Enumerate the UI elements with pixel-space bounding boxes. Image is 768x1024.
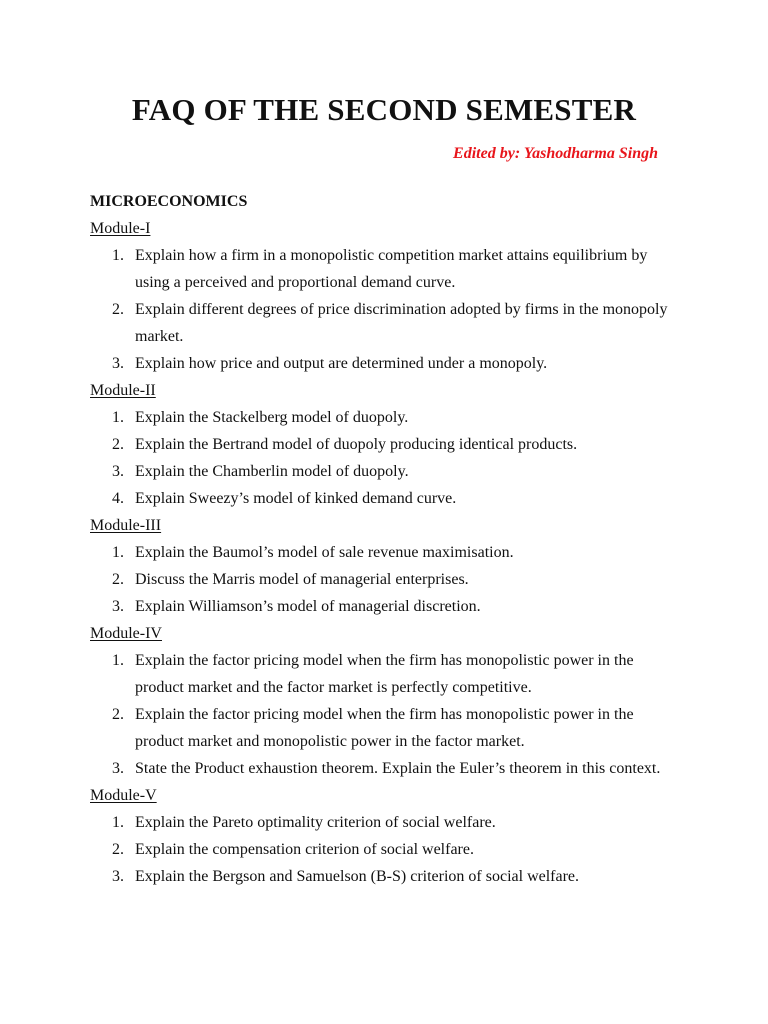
question-text: Explain the Pareto optimality criterion of social welfare.	[135, 814, 496, 831]
question-list	[90, 647, 690, 782]
question-item	[90, 539, 680, 566]
module-section	[90, 377, 690, 512]
module-heading: Module-IV	[90, 625, 162, 642]
question-item	[90, 296, 680, 350]
question-text: Explain the Bergson and Samuelson (B-S) criterion of social welfare.	[135, 868, 580, 885]
question-number: 2.	[112, 841, 124, 858]
question-item	[90, 809, 680, 836]
question-number: 1.	[112, 544, 124, 561]
question-text: Explain the Chamberlin model of duopoly.	[135, 463, 409, 480]
question-item	[90, 755, 680, 782]
question-item	[90, 350, 680, 377]
question-item	[90, 701, 680, 755]
question-number: 2.	[112, 301, 124, 318]
subject-heading: MICROECONOMICS	[90, 193, 248, 210]
question-number: 3.	[112, 868, 124, 885]
question-number: 1.	[112, 409, 124, 426]
module-heading: Module-V	[90, 787, 157, 804]
question-item	[90, 836, 680, 863]
editor-credit: Edited by: Yashodharma Singh	[453, 145, 658, 162]
question-text: Discuss the Marris model of managerial enterprises.	[135, 571, 469, 588]
question-number: 2.	[112, 436, 124, 453]
module-section	[90, 215, 690, 377]
question-text: State the Product exhaustion theorem. Explain the Euler’s theorem in this context.	[135, 760, 661, 777]
question-text: Explain how price and output are determined under a monopoly.	[135, 355, 548, 372]
question-number: 1.	[112, 814, 124, 831]
question-list	[90, 539, 690, 620]
question-item	[90, 863, 680, 890]
question-item	[90, 242, 680, 296]
module-section	[90, 782, 690, 890]
question-number: 2.	[112, 706, 124, 723]
question-item	[90, 431, 680, 458]
question-number: 1.	[112, 652, 124, 669]
question-list	[90, 809, 690, 890]
question-text: Explain the factor pricing model when the firm has monopolistic power in the product market and monopolistic power in the factor market.	[135, 706, 634, 750]
module-section	[90, 512, 690, 620]
question-item	[90, 458, 680, 485]
question-text: Explain how a firm in a monopolistic competition market attains equilibrium by using a perceived and proportional demand curve.	[135, 247, 648, 291]
question-item	[90, 404, 680, 431]
question-text: Explain the compensation criterion of social welfare.	[135, 841, 474, 858]
question-item	[90, 647, 680, 701]
module-heading: Module-I	[90, 220, 151, 237]
question-number: 3.	[112, 463, 124, 480]
question-item	[90, 566, 680, 593]
question-text: Explain Williamson’s model of managerial discretion.	[135, 598, 481, 615]
question-text: Explain the Baumol’s model of sale revenue maximisation.	[135, 544, 514, 561]
question-number: 3.	[112, 355, 124, 372]
question-item	[90, 485, 680, 512]
question-list	[90, 242, 690, 377]
faq-content	[90, 188, 690, 890]
question-number: 3.	[112, 760, 124, 777]
question-text: Explain the Bertrand model of duopoly producing identical products.	[135, 436, 578, 453]
question-number: 3.	[112, 598, 124, 615]
question-number: 4.	[112, 490, 124, 507]
question-text: Explain the factor pricing model when the firm has monopolistic power in the product market and the factor market is perfectly competitive.	[135, 652, 634, 696]
page-title: FAQ OF THE SECOND SEMESTER	[131, 92, 637, 127]
question-item	[90, 593, 680, 620]
question-text: Explain Sweezy’s model of kinked demand curve.	[135, 490, 457, 507]
module-heading: Module-II	[90, 382, 156, 399]
module-heading: Module-III	[90, 517, 162, 534]
question-number: 2.	[112, 571, 124, 588]
module-list	[90, 215, 690, 890]
question-text: Explain the Stackelberg model of duopoly.	[135, 409, 409, 426]
module-section	[90, 620, 690, 782]
question-text: Explain different degrees of price discrimination adopted by firms in the monopoly market.	[135, 301, 668, 345]
question-number: 1.	[112, 247, 124, 264]
question-list	[90, 404, 690, 512]
